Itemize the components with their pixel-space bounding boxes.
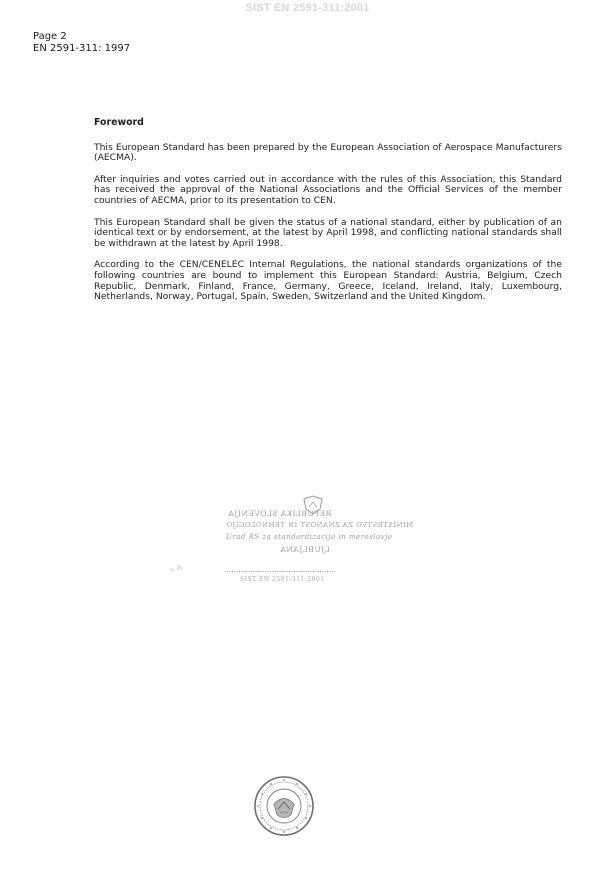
stamp-line-3: Urad RS za standardizacijo in meroslovje	[226, 533, 393, 541]
foreword-paragraph: According to the CEN/CENELEC Internal Regulations, the national standards organizations of the following countries are bound to implement this European Standard: Austria, Belgium, Czech Republic, Denmark, Finland, France, Germany, Greece, Iceland, Ireland, Italy, Luxembourg, Netherlands, Norway, Portugal, Spain, Sweden, Switzerland and the United Kingdom.	[94, 259, 562, 303]
standard-number: EN 2591-311: 1997	[33, 43, 131, 54]
foreword-section	[94, 118, 562, 314]
stamp-line-1: REPUBLIKA SLOVENIJA	[228, 509, 332, 518]
document-watermark: SIST EN 2591-311:2001	[245, 2, 370, 14]
faint-mark: ✎ ⁂	[169, 564, 184, 575]
stamp-line-2: MINISTRSTVO ZA ZNANOST IN TEHNOLOGIJO	[226, 521, 414, 529]
foreword-paragraph: After inquiries and votes carried out in accordance with the rules of this Association, this Standard has received the approval of the National Associations and the Official Services of the member countries of AECMA, prior to its presentation to CEN.	[94, 173, 562, 206]
official-stamp-block	[222, 495, 414, 590]
page-number: Page 2	[33, 31, 67, 42]
signature-line: ...............................................	[224, 565, 337, 574]
foreword-heading: Foreword	[94, 117, 144, 128]
signature-caption: SIST EN 2591-311:2001	[240, 576, 325, 583]
foreword-paragraph: This European Standard shall be given the status of a national standard, either by publication of an identical text or by endorsement, at the latest by April 1998, and conflicting national standards shall be withdrawn at the latest by April 1998.	[94, 216, 562, 249]
page-header	[33, 31, 130, 55]
round-seal-icon	[253, 775, 315, 837]
stamp-line-4: LJUBLJANA	[280, 545, 330, 554]
foreword-paragraph: This European Standard has been prepared by the European Association of Aerospace Manufacturers (AECMA).	[94, 141, 562, 164]
